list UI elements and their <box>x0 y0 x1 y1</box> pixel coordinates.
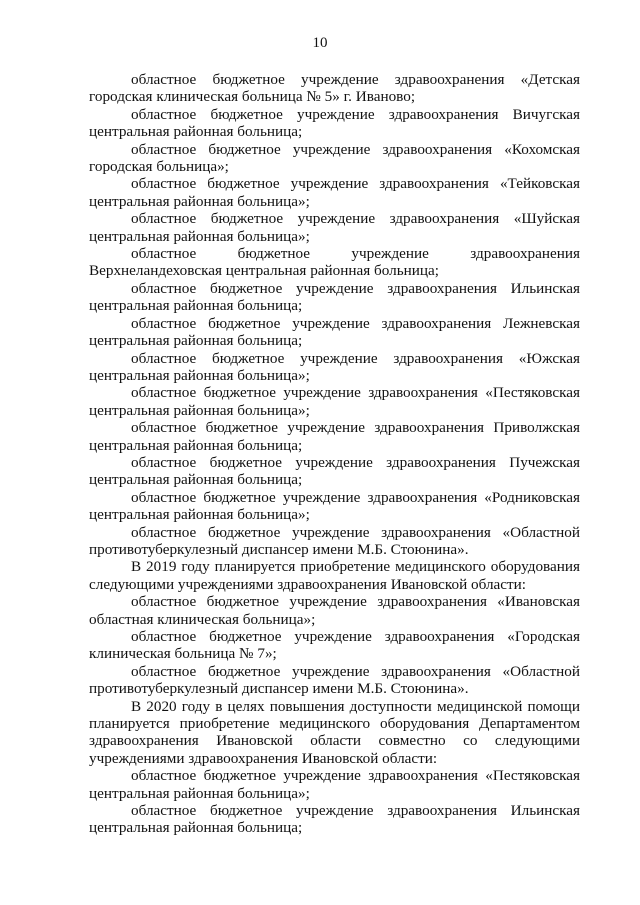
paragraph-1: областное бюджетное учреждение здравоохранения «Детская городская клиническая больница № 5» г. Иваново; <box>89 71 580 106</box>
paragraph-12: областное бюджетное учреждение здравоохранения Пучежская центральная районная больница; <box>89 453 580 489</box>
paragraph-6: областное бюджетное учреждение здравоохранения Верхнеландеховская центральная районная больница; <box>89 245 580 280</box>
paragraph-7: областное бюджетное учреждение здравоохранения Ильинская центральная районная больница; <box>89 279 580 315</box>
paragraph-2: областное бюджетное учреждение здравоохранения Вичугская центральная районная больница; <box>89 105 580 141</box>
paragraph-10: областное бюджетное учреждение здравоохранения «Пестяковская центральная районная больница»; <box>89 384 580 419</box>
document-body <box>89 71 580 837</box>
paragraph-3: областное бюджетное учреждение здравоохранения «Кохомская городская больница»; <box>89 140 580 176</box>
paragraph-19: В 2020 году в целях повышения доступности медицинской помощи планируется приобретение медицинского оборудования Департаментом здравоохранения Ивановской области совместно со следующими учреждениями здравоохранения Ивановской области: <box>89 697 580 767</box>
paragraph-15: В 2019 году планируется приобретение медицинского оборудования следующими учреждениями здравоохранения Ивановской области: <box>89 558 580 593</box>
paragraph-21: областное бюджетное учреждение здравоохранения Ильинская центральная районная больница; <box>89 802 580 837</box>
paragraph-20: областное бюджетное учреждение здравоохранения «Пестяковская центральная районная больница»; <box>89 767 580 802</box>
paragraph-9: областное бюджетное учреждение здравоохранения «Южская центральная районная больница»; <box>89 349 580 384</box>
paragraph-14: областное бюджетное учреждение здравоохранения «Областной противотуберкулезный диспансер имени М.Б. Стоюнина». <box>89 523 580 558</box>
paragraph-18: областное бюджетное учреждение здравоохранения «Областной противотуберкулезный диспансер имени М.Б. Стоюнина». <box>89 662 580 698</box>
paragraph-8: областное бюджетное учреждение здравоохранения Лежневская центральная районная больница; <box>89 314 580 350</box>
paragraph-17: областное бюджетное учреждение здравоохранения «Городская клиническая больница № 7»; <box>89 628 580 663</box>
paragraph-4: областное бюджетное учреждение здравоохранения «Тейковская центральная районная больница»; <box>89 175 580 210</box>
paragraph-5: областное бюджетное учреждение здравоохранения «Шуйская центральная районная больница»; <box>89 210 580 245</box>
paragraph-13: областное бюджетное учреждение здравоохранения «Родниковская центральная районная больница»; <box>89 488 580 524</box>
page-number: 10 <box>312 35 328 51</box>
paragraph-11: областное бюджетное учреждение здравоохранения Приволжская центральная районная больница; <box>89 419 580 454</box>
paragraph-16: областное бюджетное учреждение здравоохранения «Ивановская областная клиническая больница»; <box>89 593 580 628</box>
